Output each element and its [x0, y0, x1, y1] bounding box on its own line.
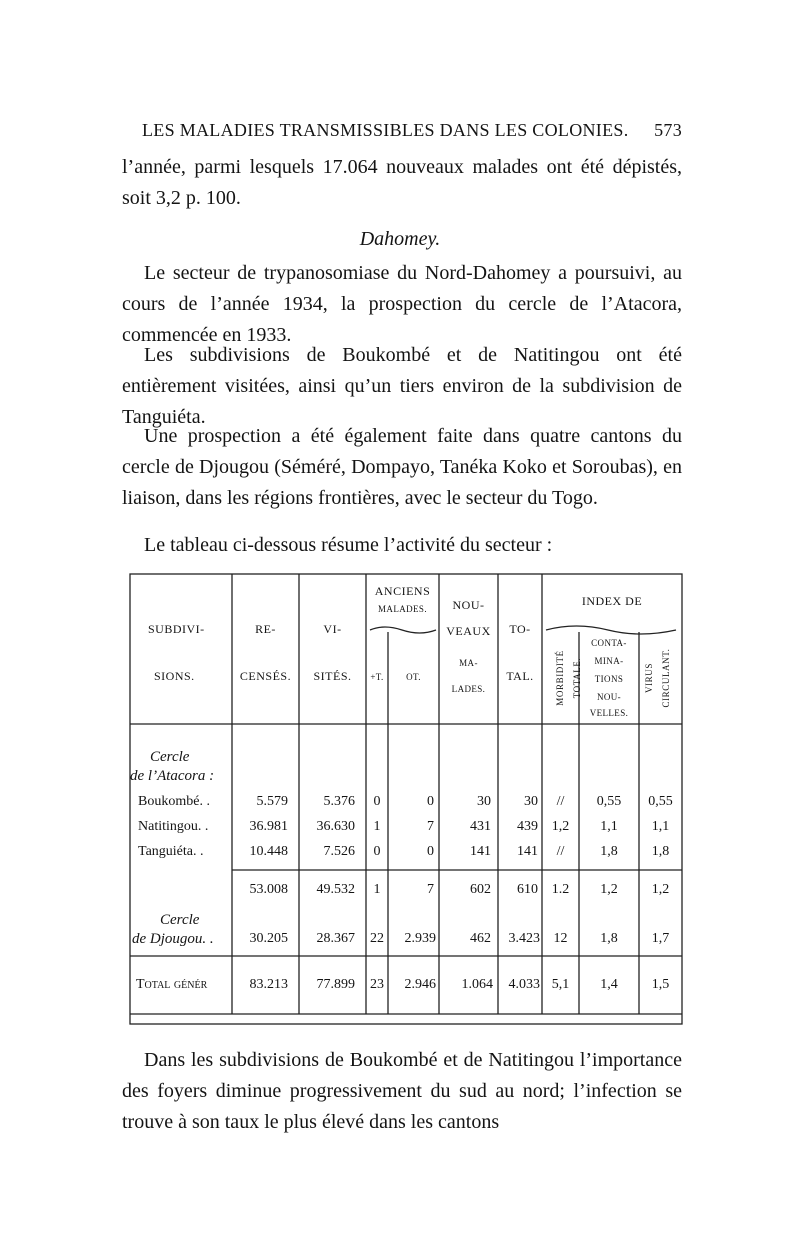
row-natitingou-plus: 1 — [373, 819, 381, 834]
row-boukombe-plus: 0 — [373, 794, 381, 809]
header-total-2: TAL. — [506, 669, 534, 683]
header-nouveaux-3: MA- — [459, 658, 478, 668]
total-general-label: Total génér — [136, 977, 208, 992]
header-title: LES MALADIES TRANSMISSIBLES DANS LES COLONIES. — [142, 120, 629, 140]
row-tanguieta-total: 141 — [517, 844, 538, 859]
header-contamination-5: VELLES. — [589, 708, 629, 718]
row-natitingou-contamination: 1,1 — [600, 819, 618, 834]
header-contamination-3: TIONS — [594, 674, 624, 684]
header-visites-2: SITÉS. — [313, 669, 352, 683]
total-virus: 1,5 — [651, 977, 670, 992]
row-boukombe-visites: 5.376 — [323, 794, 355, 809]
activity-table — [128, 572, 684, 1028]
header-contamination-2: MINA- — [594, 656, 624, 666]
row-boukombe-morbidite: // — [556, 794, 565, 809]
header-contamination-4: NOU- — [596, 692, 622, 702]
header-anciens-plus: +T. — [370, 672, 384, 682]
header-virus-1: VIRUS — [644, 663, 654, 694]
subtotal-virus: 1,2 — [651, 882, 670, 897]
header-total-1: TO- — [509, 622, 531, 636]
row-boukombe-nouveaux: 30 — [477, 794, 491, 809]
row-natitingou-morbidite: 1,2 — [551, 819, 570, 834]
subtotal-morbidite: 1.2 — [551, 882, 570, 897]
header-subdivisions-2: SIONS. — [154, 669, 195, 683]
page-number: 573 — [654, 120, 682, 140]
total-total: 4.033 — [508, 977, 540, 992]
total-nouveaux: 1.064 — [461, 977, 493, 992]
row-natitingou-name: Natitingou. . — [138, 819, 209, 834]
row-tanguieta-recenses: 10.448 — [249, 844, 288, 859]
total-contamination: 1,4 — [600, 977, 618, 992]
row-boukombe-name: Boukombé. . — [138, 794, 210, 809]
row-tanguieta-visites: 7.526 — [323, 844, 355, 859]
row-natitingou-visites: 36.630 — [316, 819, 355, 834]
subtotal-ot: 7 — [427, 882, 434, 897]
cercle-djougou-label-2: de Djougou. . — [132, 931, 214, 947]
row-boukombe-recenses: 5.579 — [256, 794, 288, 809]
row-tanguieta-name: Tanguiéta. . — [138, 844, 204, 859]
subtotal-visites: 49.532 — [316, 882, 355, 897]
row-tanguieta-morbidite: // — [556, 844, 565, 859]
djougou-virus: 1,7 — [651, 931, 670, 946]
paragraph-3: Les subdivisions de Boukombé et de Natitingou ont été entièrement visitées, ainsi qu’un tiers environ de la subdivision de Tanguiéta. — [122, 344, 682, 428]
row-tanguieta-virus: 1,8 — [651, 844, 670, 859]
header-subdivisions-1: SUBDIVI- — [148, 622, 205, 636]
subtotal-recenses: 53.008 — [249, 882, 288, 897]
djougou-total: 3.423 — [508, 931, 540, 946]
paragraph-6: Dans les subdivisions de Boukombé et de Natitingou l’importance des foyers diminue progressivement du sud au nord; l’infection se trouve à son taux le plus élevé dans les cantons — [122, 1049, 682, 1133]
row-tanguieta-contamination: 1,8 — [600, 844, 618, 859]
section-title: Dahomey. — [359, 228, 441, 250]
subtotal-total: 610 — [517, 882, 538, 897]
row-boukombe-virus: 0,55 — [648, 794, 673, 809]
djougou-visites: 28.367 — [316, 931, 355, 946]
djougou-morbidite: 12 — [553, 931, 568, 946]
header-index: INDEX DE — [581, 594, 643, 608]
header-morbidite-1: MORBIDITÉ — [555, 650, 565, 706]
header-anciens-2: MALADES. — [378, 604, 427, 614]
header-virus-2: CIRCULANT. — [661, 648, 671, 708]
total-visites: 77.899 — [316, 977, 355, 992]
paragraph-5: Le tableau ci-dessous résume l’activité du secteur : — [144, 534, 553, 556]
cercle-atacora-label-1: Cercle — [150, 749, 190, 765]
total-plus: 23 — [370, 977, 384, 992]
row-boukombe-contamination: 0,55 — [596, 794, 622, 809]
djougou-nouveaux: 462 — [470, 931, 491, 946]
header-nouveaux-4: LADES. — [451, 684, 486, 694]
subtotal-nouveaux: 602 — [470, 882, 491, 897]
total-ot: 2.946 — [404, 977, 436, 992]
djougou-ot: 2.939 — [404, 931, 436, 946]
header-nouveaux-2: VEAUX — [446, 624, 491, 638]
subtotal-contamination: 1,2 — [600, 882, 618, 897]
row-natitingou-total: 439 — [517, 819, 538, 834]
paragraph-4: Une prospection a été également faite dans quatre cantons du cercle de Djougou (Séméré, Dompayo, Tanéka Koko et Soroubas), en liaison, dans les régions frontières, avec le secteur du Togo. — [122, 425, 682, 509]
total-morbidite: 5,1 — [551, 977, 570, 992]
header-anciens-1: ANCIENS — [374, 584, 431, 598]
header-visites-1: VI- — [323, 622, 342, 636]
row-natitingou-nouveaux: 431 — [470, 819, 491, 834]
row-boukombe-ot: 0 — [427, 794, 434, 809]
row-natitingou-recenses: 36.981 — [249, 819, 288, 834]
header-nouveaux-1: NOU- — [452, 598, 485, 612]
row-natitingou-virus: 1,1 — [651, 819, 670, 834]
cercle-atacora-label-2: de l’Atacora : — [130, 768, 215, 784]
row-tanguieta-plus: 0 — [373, 844, 381, 859]
header-recenses-1: RE- — [255, 622, 276, 636]
total-recenses: 83.213 — [249, 977, 288, 992]
header-contamination-1: CONTA- — [591, 638, 627, 648]
paragraph-2: Le secteur de trypanosomiase du Nord-Dahomey a poursuivi, au cours de l’année 1934, la prospection du cercle de l’Atacora, commencée en 1933. — [122, 262, 682, 346]
djougou-plus: 22 — [370, 931, 384, 946]
header-recenses-2: CENSÉS. — [239, 669, 292, 683]
paragraph-1: l’année, parmi lesquels 17.064 nouveaux malades ont été dépistés, soit 3,2 p. 100. — [122, 156, 682, 209]
header-anciens-ot: OT. — [406, 672, 421, 682]
header-morbidite-2: TOTALE. — [572, 657, 582, 699]
row-natitingou-ot: 7 — [427, 819, 434, 834]
subtotal-plus: 1 — [373, 882, 381, 897]
djougou-contamination: 1,8 — [600, 931, 618, 946]
row-tanguieta-nouveaux: 141 — [470, 844, 491, 859]
cercle-djougou-label-1: Cercle — [160, 912, 200, 928]
row-tanguieta-ot: 0 — [427, 844, 434, 859]
running-header — [142, 120, 682, 141]
djougou-recenses: 30.205 — [249, 931, 288, 946]
row-boukombe-total: 30 — [524, 794, 538, 809]
